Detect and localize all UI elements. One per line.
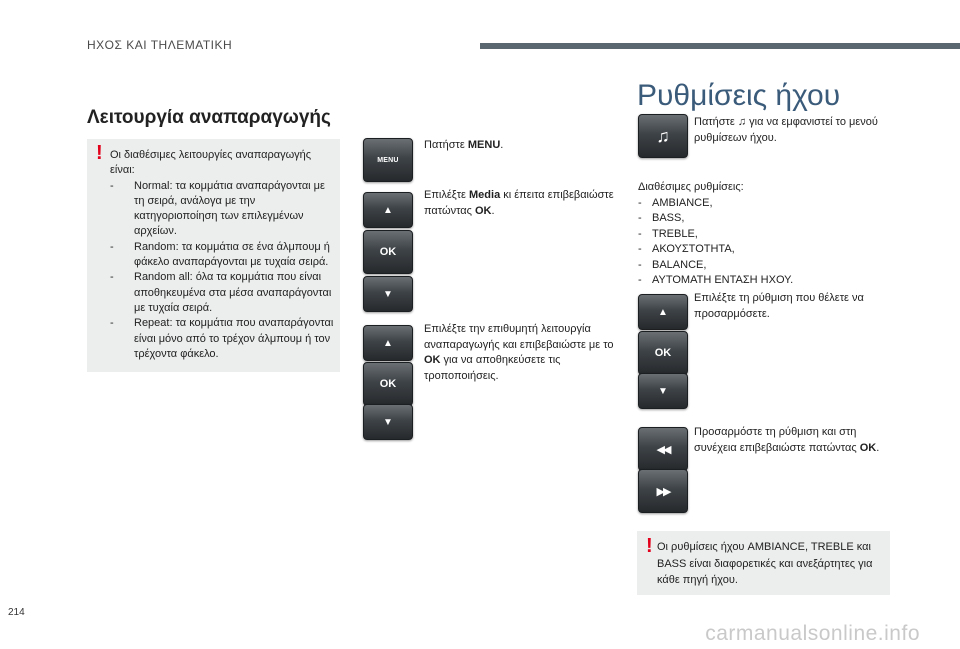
down-button[interactable] — [363, 404, 413, 440]
watermark: carmanualsonline.info — [705, 622, 920, 645]
down-arrow-icon: ▼ — [383, 288, 393, 300]
music-button[interactable] — [638, 114, 688, 158]
menu-button[interactable]: MENU — [363, 138, 413, 182]
step-select-media: Επιλέξτε Media κι έπειτα επιβεβαιώστε πατώντας OK. — [424, 189, 614, 217]
list-item: - Normal: τα κομμάτια αναπαράγονται με τη σειρά, ανάλογα με την κατηγοριοποίηση των επιλεγμένων αρχείων. — [110, 179, 325, 238]
up-button[interactable] — [363, 192, 413, 228]
header-bar — [480, 43, 960, 49]
chapter-title: ΗΧΟΣ ΚΑΙ ΤΗΛΕΜΑΤΙΚΗ — [87, 38, 233, 52]
audio-settings-note-text: Οι ρυθμίσεις ήχου AMBIANCE, TREBLE και BASS είναι διαφορετικές και ανεξάρτητες για κάθε πηγή ήχου. — [657, 541, 873, 586]
playback-modes-intro: Οι διαθέσιμες λειτουργίες αναπαραγωγής είναι: — [110, 149, 312, 177]
playback-modes-text — [110, 148, 335, 362]
step-select-mode: Επιλέξτε την επιθυμητή λειτουργία αναπαραγωγής και επιβεβαιώστε με το OK για να αποθηκεύσετε τις τροποποιήσεις. — [424, 323, 614, 382]
music-note-icon: ♫ — [656, 125, 670, 146]
warning-icon: ! — [646, 535, 653, 557]
list-item: - Repeat: τα κομμάτια που αναπαράγονται είναι μόνο από το τρέχον άλμπουμ ή τον τρέχοντα φάκελο. — [110, 317, 334, 360]
rewind-icon: ◀◀ — [656, 443, 670, 456]
list-item: - BASS, — [638, 212, 685, 224]
list-item: - Random: τα κομμάτια σε ένα άλμπουμ ή φάκελο αναπαράγονται με τυχαία σειρά. — [110, 240, 330, 269]
up-arrow-icon: ▲ — [383, 337, 393, 349]
up-arrow-icon: ▲ — [383, 204, 393, 216]
forward-button[interactable] — [638, 469, 688, 513]
page-number: 214 — [8, 607, 25, 618]
rewind-button[interactable] — [638, 427, 688, 471]
down-button[interactable] — [638, 373, 688, 409]
list-item: - ΑΥΤΟΜΑΤΗ ΕΝΤΑΣΗ ΗΧΟΥ. — [638, 274, 794, 286]
playback-modes-note — [87, 139, 340, 372]
list-item: - TREBLE, — [638, 227, 698, 240]
down-button[interactable] — [363, 276, 413, 312]
section-heading-audio: Ρυθμίσεις ήχου — [637, 79, 841, 112]
ok-button[interactable]: OK — [363, 230, 413, 274]
list-item: - Random all: όλα τα κομμάτια που είναι αποθηκευμένα στα μέσα αναπαράγονται με τυχαία σειρά. — [110, 271, 332, 314]
step-press-music: Πατήστε ♫ για να εμφανιστεί το μενού ρυθμίσεων ήχου. — [694, 116, 878, 144]
step-press-menu: Πατήστε MENU. — [424, 139, 504, 151]
available-settings-label: Διαθέσιμες ρυθμίσεις: — [638, 181, 744, 193]
list-item: - BALANCE, — [638, 258, 707, 271]
up-button[interactable] — [363, 325, 413, 361]
warning-icon: ! — [96, 142, 103, 164]
music-note-icon: ♫ — [737, 116, 747, 128]
up-button[interactable] — [638, 294, 688, 330]
audio-settings-note — [637, 531, 890, 595]
down-arrow-icon: ▼ — [658, 385, 668, 397]
step-select-setting: Επιλέξτε τη ρύθμιση που θέλετε να προσαρμόσετε. — [694, 292, 864, 320]
section-heading-playback: Λειτουργία αναπαραγωγής — [87, 107, 331, 128]
ok-button[interactable]: OK — [363, 362, 413, 406]
down-arrow-icon: ▼ — [383, 416, 393, 428]
available-settings — [638, 180, 888, 289]
step-adjust-setting: Προσαρμόστε τη ρύθμιση και στη συνέχεια επιβεβαιώστε πατώντας OK. — [694, 426, 880, 454]
up-arrow-icon: ▲ — [658, 306, 668, 318]
list-item: - AMBIANCE, — [638, 196, 713, 209]
fast-forward-icon: ▶▶ — [656, 485, 670, 498]
list-item: - ΑΚΟΥΣΤΟΤΗΤΑ, — [638, 243, 735, 255]
ok-button[interactable]: OK — [638, 331, 688, 375]
